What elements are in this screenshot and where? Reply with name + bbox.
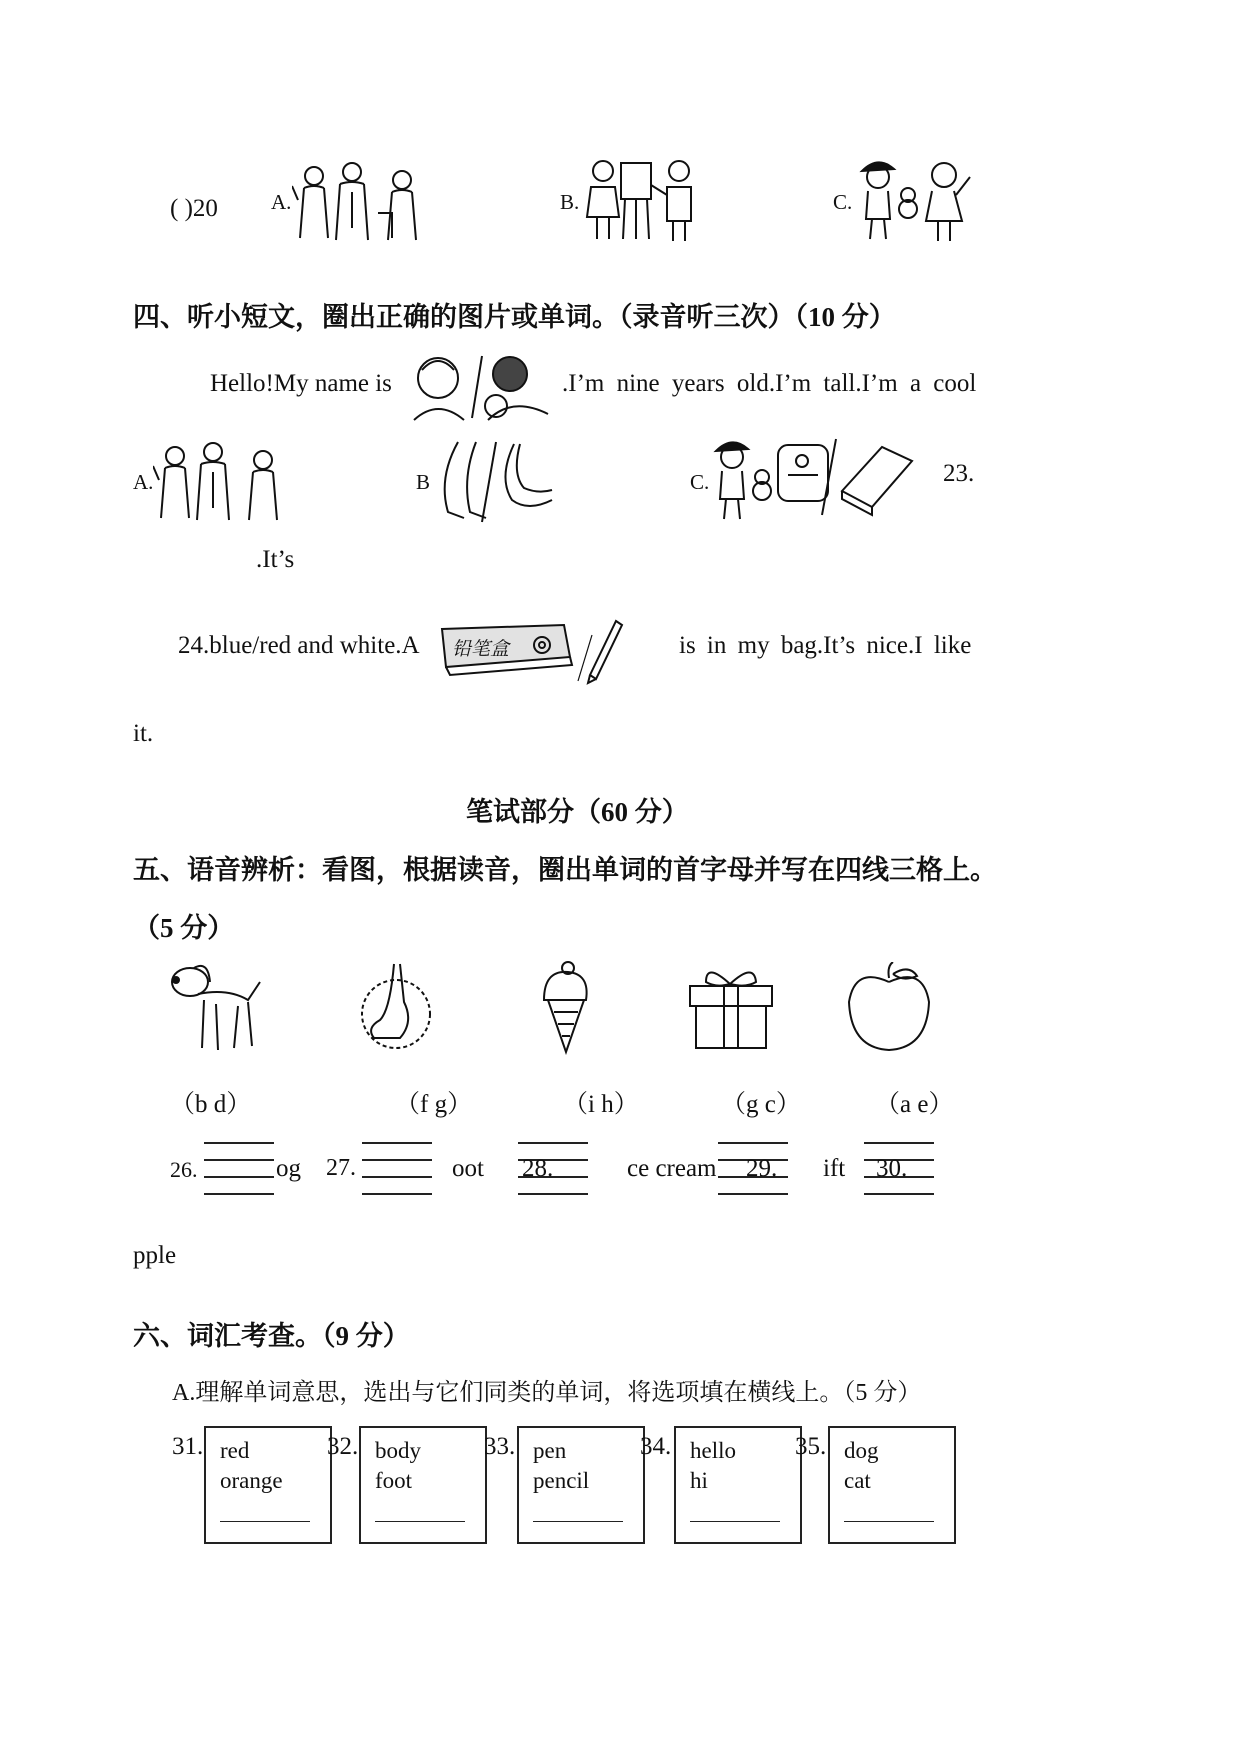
q28-number: 28. [522, 1155, 554, 1182]
q32-word2: foot [375, 1468, 413, 1493]
q35-word1: dog [844, 1438, 879, 1463]
sec4-option-a-illustration [153, 438, 288, 523]
q32-number: 32. [327, 1433, 359, 1460]
choice-27: （f g） [395, 1091, 473, 1118]
q34-word-box [674, 1426, 802, 1544]
section-4-title: 四、听小短文，圈出正确的图片或单词。（录音听三次）（10 分） [133, 302, 896, 332]
q32-answer-blank[interactable] [375, 1521, 465, 1522]
written-part-heading: 笔试部分（60 分） [466, 797, 689, 827]
q35-word2: cat [844, 1468, 871, 1493]
q34-word1: hello [690, 1438, 736, 1463]
section-5-score: （5 分） [133, 913, 235, 943]
choice-28: （i h） [563, 1091, 639, 1118]
section-5-title: 五、语音辨析：看图，根据读音，圈出单词的首字母并写在四线三格上。 [133, 855, 997, 885]
sec4-option-a-label: A. [133, 470, 154, 494]
passage-line3-end: is in my bag.It’s nice.I like [679, 632, 972, 659]
gift-icon [686, 962, 776, 1052]
q35-answer-blank[interactable] [844, 1521, 934, 1522]
pencil-box-label: 铅笔盒 [452, 638, 510, 660]
q26-suffix: og [276, 1155, 301, 1182]
q31-answer-blank[interactable] [220, 1521, 310, 1522]
q33-word1: pen [533, 1438, 567, 1463]
q33-word2: pencil [533, 1468, 590, 1493]
q34-number: 34. [640, 1433, 672, 1460]
q20-option-c-label: C. [833, 190, 853, 214]
q31-word1: red [220, 1438, 250, 1463]
question-23-number: 23. [943, 460, 975, 487]
q32-word-box [359, 1426, 487, 1544]
q32-word1: body [375, 1438, 421, 1463]
q35-word-box [828, 1426, 956, 1544]
q28-suffix: ce cream [627, 1155, 717, 1182]
q31-word2: orange [220, 1468, 283, 1493]
q31-number: 31. [172, 1433, 204, 1460]
q33-word-box [517, 1426, 645, 1544]
q20-option-b-label: B. [560, 190, 580, 214]
passage-its: .It’s [256, 546, 295, 573]
choice-30: （a e） [875, 1091, 954, 1118]
q26-number: 26. [170, 1157, 198, 1182]
section-6-part-a-instruction: A.理解单词意思，选出与它们同类的单词，将选项填在横线上。（5 分） [172, 1380, 922, 1406]
passage-line1-end: .I’m nine years old.I’m tall.I’m a cool [562, 370, 977, 397]
sec4-option-c-label: C. [690, 470, 710, 494]
q33-number: 33. [484, 1433, 516, 1460]
ice-cream-icon [540, 960, 590, 1055]
school-items-illustration [712, 435, 917, 527]
q34-answer-blank[interactable] [690, 1521, 780, 1522]
q33-answer-blank[interactable] [533, 1521, 623, 1522]
choice-29: （g c） [721, 1091, 801, 1118]
passage-line4: it. [133, 720, 154, 747]
q20-option-b-illustration [583, 155, 698, 243]
q27-suffix: oot [452, 1155, 484, 1182]
q20-option-c-illustration [858, 155, 973, 243]
q31-word-box [204, 1426, 332, 1544]
q20-option-a-label: A. [271, 190, 292, 214]
boy-portraits-choice-illustration [408, 352, 556, 422]
q30-suffix: pple [133, 1242, 177, 1269]
legs-arms-illustration [428, 438, 558, 526]
q27-number: 27. [326, 1155, 356, 1181]
passage-line3-start: 24.blue/red and white.A [178, 632, 420, 659]
q29-number: 29. [746, 1155, 778, 1182]
q29-suffix: ift [823, 1155, 846, 1182]
choice-26: （b d） [170, 1091, 252, 1118]
dog-icon [168, 960, 268, 1055]
sec4-option-b-label: B [416, 470, 431, 494]
q30-number: 30. [876, 1155, 908, 1182]
q34-word2: hi [690, 1468, 708, 1493]
foot-icon [360, 962, 440, 1054]
q20-answer-paren: ( )20 [170, 195, 218, 222]
apple-icon [845, 962, 933, 1054]
passage-line1-start: Hello!My name is [210, 370, 392, 397]
q35-number: 35. [795, 1433, 827, 1460]
q20-option-a-illustration [292, 158, 427, 243]
section-6-title: 六、词汇考查。（9 分） [133, 1321, 410, 1351]
